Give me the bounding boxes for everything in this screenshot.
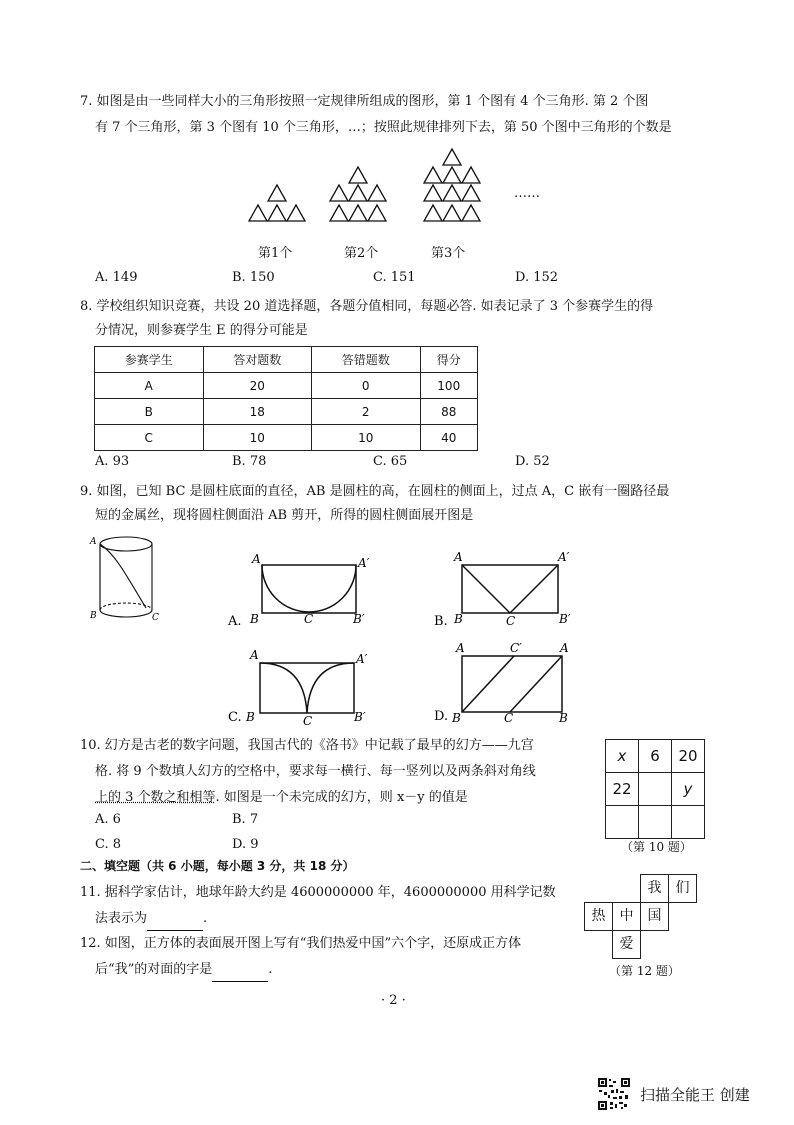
q7-line1: 7. 如图是由一些同样大小的三角形按照一定规律所组成的图形，第 1 个图有 4 个三角形. 第 2 个图 [80,94,649,109]
magic-cell [672,806,705,839]
triangle-mark [462,185,480,201]
point-label-c: C [152,613,159,623]
triangle-mark [349,167,367,183]
q8-option-c: C. 65 [373,454,408,469]
triangle-mark [368,185,386,201]
magic-cell [639,806,672,839]
cube-cell-re: 热 [584,902,613,931]
magic-cell [639,773,672,806]
point-label: A [456,641,465,655]
triangle-mark [368,205,386,221]
point-label: B [559,711,568,725]
table-cell: 40 [420,425,478,451]
point-label-a: A [90,537,97,547]
point-label: A [252,552,261,566]
q8-option-b: B. 78 [232,454,267,469]
triangle-mark [268,205,286,221]
q10-line2: 格. 将 9 个数填人幻方的空格中，要求每一横行、每一竖列以及两条斜对角线 [95,764,536,779]
q11-line1: 11. 据科学家估计，地球年龄大约是 4600000000 年，4600000000 用科学记数 [80,885,556,900]
magic-cell [606,806,639,839]
magic-square [605,739,705,839]
point-label: C′ [510,641,522,655]
option-label: B. [434,614,448,629]
q7-line2: 有 7 个三角形，第 3 个图有 10 个三角形，…；按照此规律排列下去，第 50 个图中三角形的个数是 [95,120,672,135]
q10-emphasis: 上的 3 个数之和相等 [95,790,216,805]
q11-line2 [95,906,207,931]
triangle-mark [443,167,461,183]
q8-option-d: D. 52 [515,454,550,469]
q10-line3 [95,785,468,810]
table-cell: B [95,399,204,425]
q10-option-a: A. 6 [95,812,121,827]
q9-option-a-figure [226,545,386,630]
cube-cell-men: 们 [668,874,697,903]
cube-cell-ai: 爱 [612,930,641,959]
table-cell: 0 [312,373,421,399]
q10-option-b: B. 7 [232,812,259,827]
option-label: A. [228,614,242,629]
cube-cell-wo: 我 [640,874,669,903]
point-label: A [454,550,463,564]
table-row [95,373,478,399]
q7-option-d: D. 152 [515,270,559,285]
point-label: B′ [354,710,366,724]
q10-option-c: C. 8 [95,837,122,852]
q10-line3-rest: . 如图是一个未完成的幻方，则 x－y 的值是 [215,790,468,805]
table-cell: 18 [203,399,312,425]
triangle-mark [443,149,461,165]
q12-period: . [268,962,273,977]
magic-cell: y [672,773,705,806]
triangle-mark [330,185,348,201]
table-header: 答错题数 [312,347,421,373]
table-cell: 10 [203,425,312,451]
triangle-mark [330,205,348,221]
table-cell: C [95,425,204,451]
q11-text: 法表示为 [95,911,148,926]
q12-text: 后“我”的对面的字是 [95,962,213,977]
point-label: A′ [558,550,570,564]
page-number: · 2 · [381,993,406,1008]
q7-option-a: A. 149 [95,270,138,285]
section-2-heading: 二、填空题（共 6 小题，每小题 3 分，共 18 分） [80,859,355,873]
qr-code-icon [597,1077,631,1111]
q9-option-b-figure [432,545,592,630]
table-cell: 10 [312,425,421,451]
point-label: C [506,614,516,628]
table-header: 得分 [420,347,478,373]
magic-cell: 6 [639,740,672,773]
point-label: B′ [353,612,365,626]
q8-option-a: A. 93 [95,454,130,469]
q7-caption-3: 第3个 [431,246,466,261]
q12-line1: 12. 如图，正方体的表面展开图上写有“我们热爱中国”六个字，还原成正方体 [80,936,522,951]
triangle-mark [443,185,461,201]
point-label: C [303,714,313,728]
option-label: D. [434,709,449,724]
triangle-mark [424,167,442,183]
q12-line2 [95,957,272,982]
point-label: A′ [356,652,368,666]
triangle-mark [349,185,367,201]
triangle-mark [443,205,461,221]
q9-line1: 9. 如图，已知 BC 是圆柱底面的直径，AB 是圆柱的高，在圆柱的侧面上，过点 A，C 嵌有一圈路径最 [80,484,670,499]
table-cell: 2 [312,399,421,425]
point-label: C [304,612,314,626]
q7-option-c: C. 151 [373,270,416,285]
q10-caption: （第 10 题） [621,840,692,854]
triangle-mark [268,185,286,201]
point-label: B′ [559,612,571,626]
magic-cell: 20 [672,740,705,773]
magic-cell: 22 [606,773,639,806]
table-header: 答对题数 [203,347,312,373]
point-label: B [454,612,463,626]
cube-cell-guo: 国 [640,902,669,931]
triangle-mark [287,205,305,221]
q8-line2: 分情况，则参赛学生 E 的得分可能是 [95,323,308,338]
q9-option-c-figure [226,645,386,730]
score-table [94,346,478,451]
table-cell: 100 [420,373,478,399]
watermark-text: 扫描全能王 创建 [640,1086,750,1104]
q11-answer-blank[interactable] [147,916,203,931]
point-label: B [452,711,461,725]
q7-caption-2: 第2个 [344,246,379,261]
table-cell: 20 [203,373,312,399]
point-label: C [504,711,514,725]
q11-period: . [203,911,208,926]
q7-option-b: B. 150 [232,270,275,285]
triangle-mark [462,167,480,183]
q8-line1: 8. 学校组织知识竞赛，共设 20 道选择题，各题分值相同，每题必答. 如表记录了 3 个参赛学生的得 [80,299,654,314]
option-label: C. [228,710,242,725]
magic-cell: x [606,740,639,773]
triangle-mark [424,205,442,221]
cylinder-figure [86,530,166,630]
point-label: B [250,612,259,626]
triangle-mark [424,185,442,201]
table-header-row [95,347,478,373]
cube-cell-zhong: 中 [612,902,641,931]
q10-line1: 10. 幻方是古老的数字问题，我国古代的《洛书》中记载了最早的幻方——九宫 [80,738,534,753]
q7-ellipsis: …… [514,186,540,201]
point-label: B [246,710,255,724]
point-label-b: B [90,611,97,621]
triangle-mark [249,205,267,221]
q9-option-d-figure [432,640,592,730]
table-row [95,425,478,451]
point-label: A′ [358,556,370,570]
table-cell: A [95,373,204,399]
q12-caption: （第 12 题） [609,964,680,978]
triangle-mark [349,205,367,221]
table-row [95,399,478,425]
q10-option-d: D. 9 [232,837,259,852]
point-label: A [560,641,569,655]
table-cell: 88 [420,399,478,425]
triangle-mark [462,205,480,221]
q7-caption-1: 第1个 [258,246,293,261]
point-label: A [250,648,259,662]
q12-answer-blank[interactable] [212,967,268,982]
q9-line2: 短的金属丝，现将圆柱侧面沿 AB 剪开，所得的圆柱侧面展开图是 [95,508,474,523]
table-header: 参赛学生 [95,347,204,373]
